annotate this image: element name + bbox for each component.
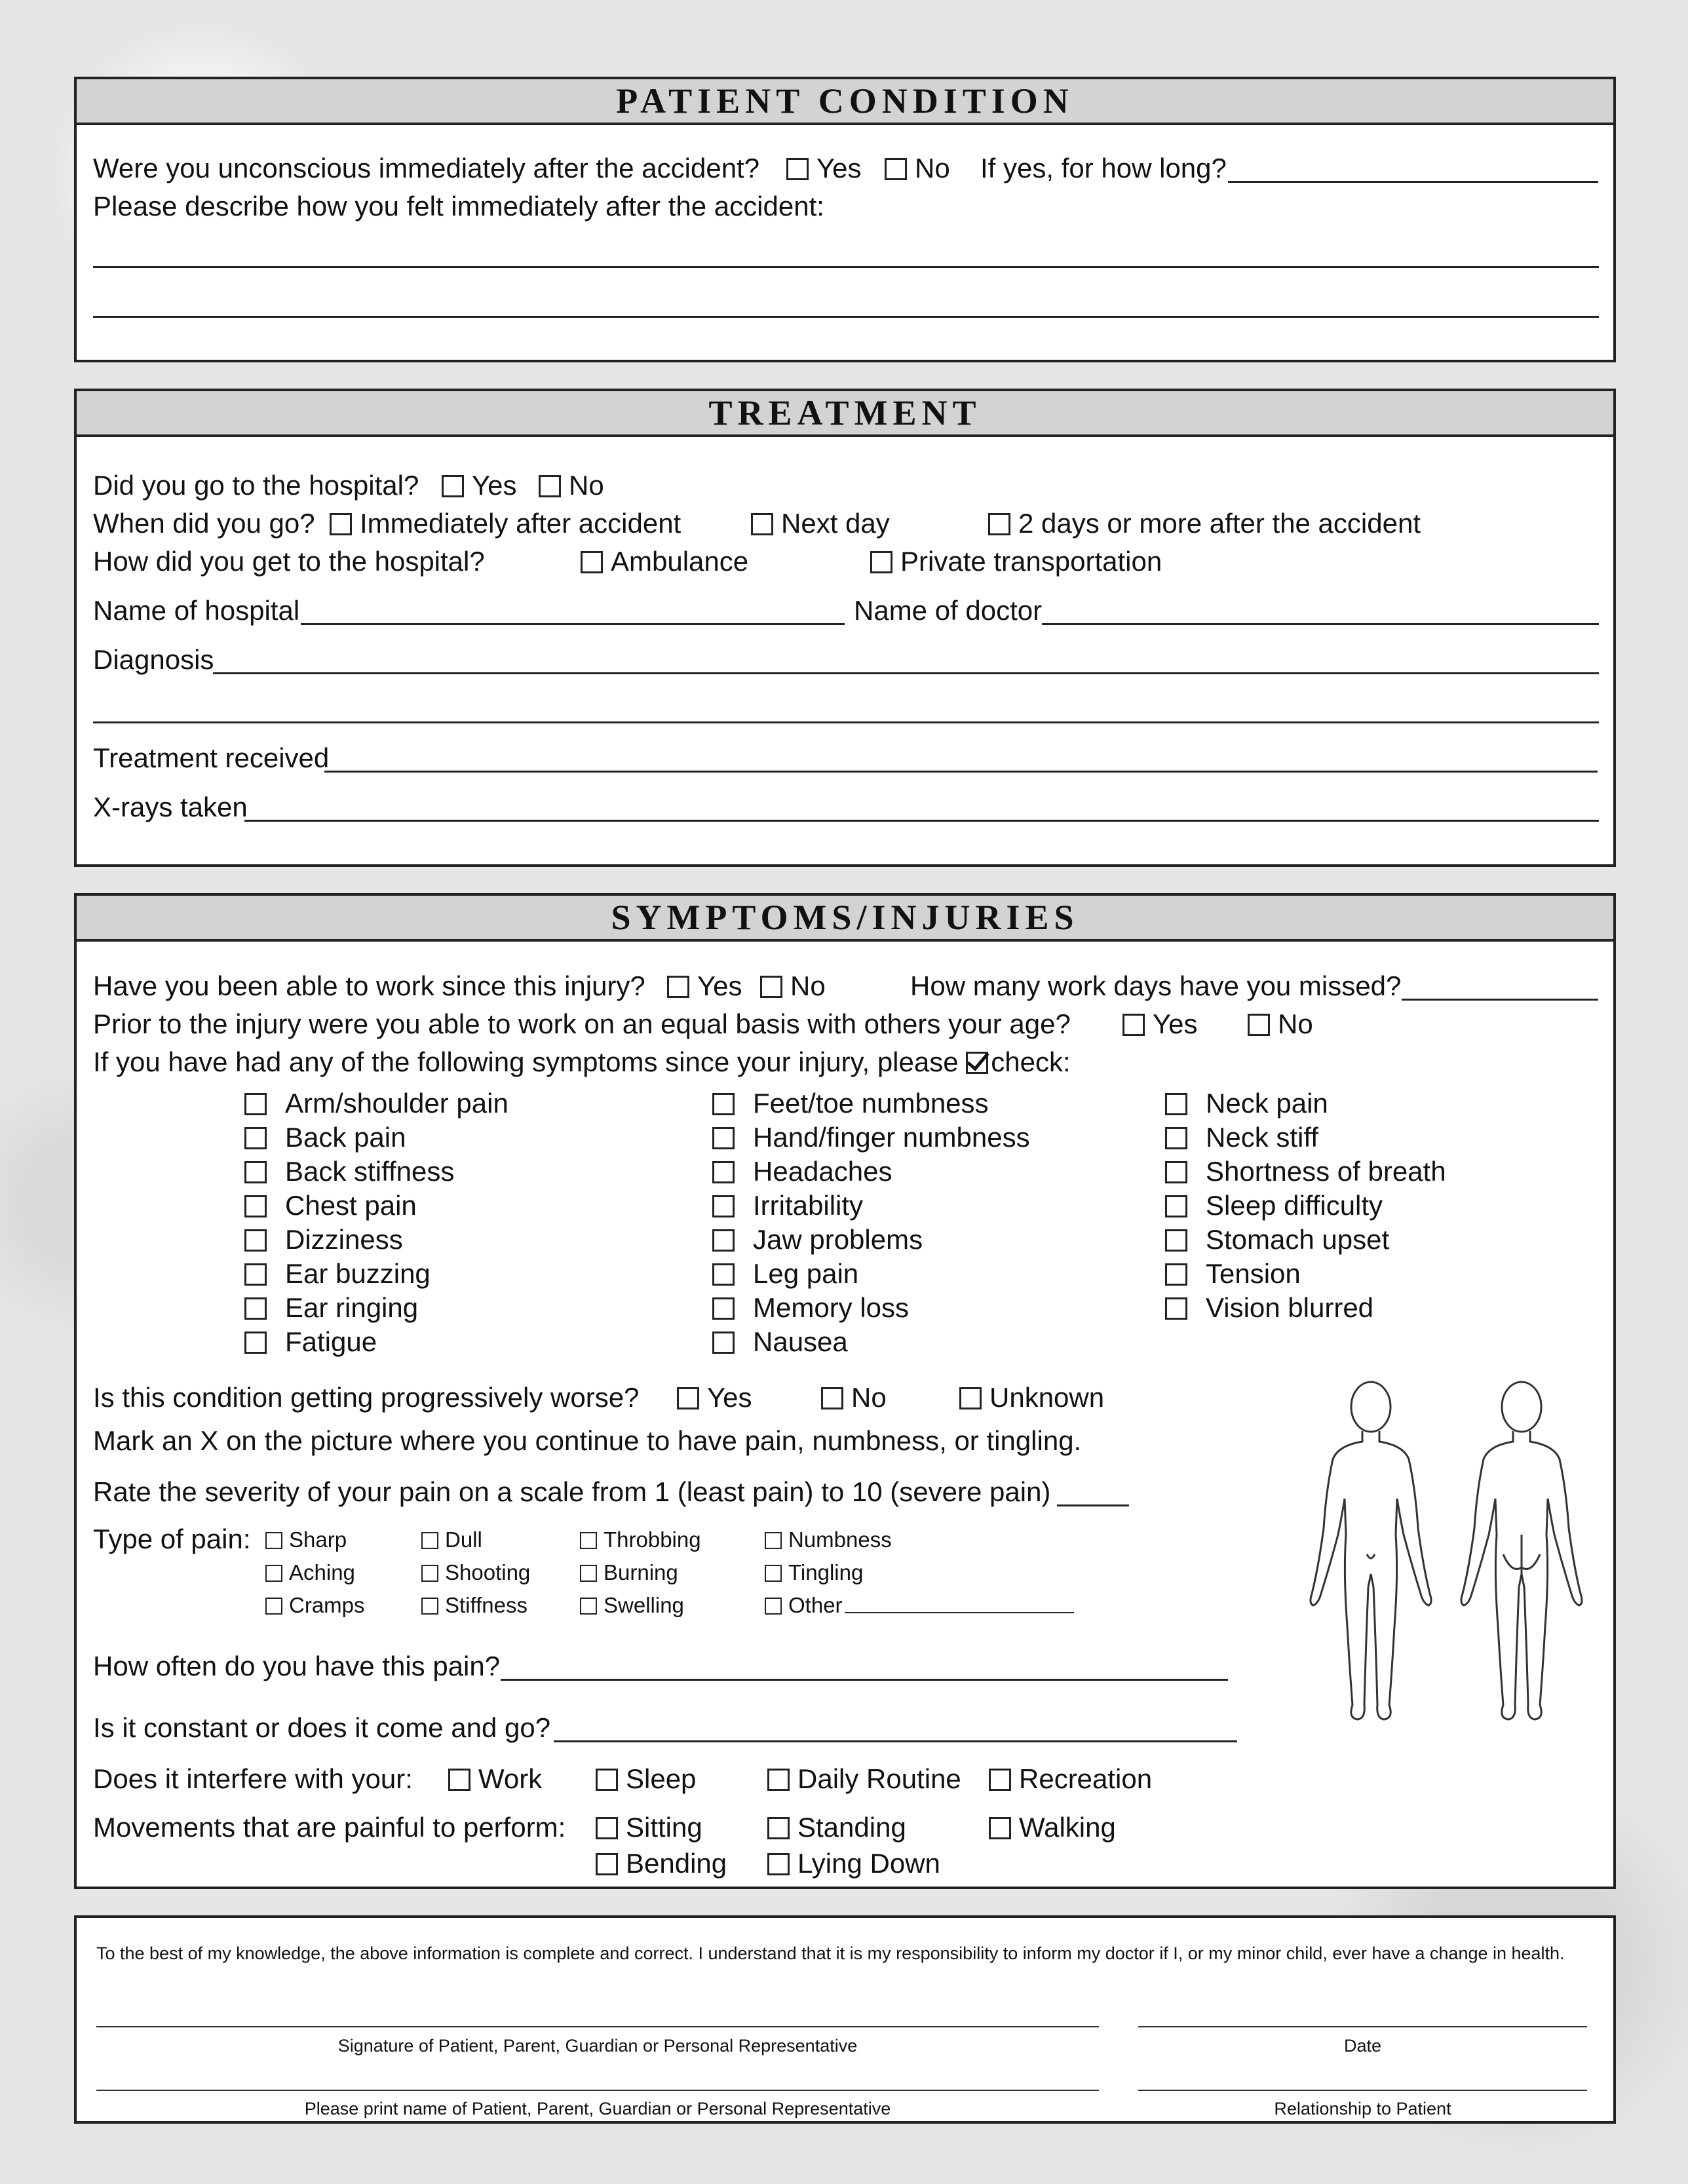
days-missed-field[interactable] <box>1402 999 1598 1001</box>
unconscious-yes[interactable]: Yes <box>786 155 862 182</box>
pain-type-option[interactable]: Shooting <box>421 1561 530 1583</box>
checkbox[interactable] <box>448 1769 470 1791</box>
checkbox[interactable] <box>870 551 892 573</box>
checkbox[interactable] <box>244 1297 267 1320</box>
opt-private[interactable]: Private transportation <box>870 548 1162 575</box>
how-long-field[interactable] <box>1228 181 1598 183</box>
diagnosis-field-2[interactable] <box>93 721 1599 723</box>
interfere-question: Does it interfere with your: <box>93 1763 413 1794</box>
checkbox[interactable] <box>765 1532 782 1549</box>
opt-immediately[interactable]: Immediately after accident <box>330 510 681 537</box>
worse-no[interactable]: No <box>821 1384 887 1411</box>
opt-next-day[interactable]: Next day <box>751 510 890 537</box>
constant-question: Is it constant or does it come and go? <box>93 1712 551 1743</box>
checkbox[interactable] <box>677 1387 699 1409</box>
symptom-option[interactable]: Leg pain <box>712 1260 858 1288</box>
checkbox[interactable] <box>421 1532 438 1549</box>
checkbox[interactable] <box>421 1598 438 1615</box>
worse-question: Is this condition getting progressively worse? <box>93 1382 640 1413</box>
checkbox[interactable] <box>244 1263 267 1286</box>
unconscious-question: Were you unconscious immediately after the accident? <box>93 153 760 183</box>
interfere-recreation[interactable]: Recreation <box>989 1765 1152 1793</box>
checkbox[interactable] <box>596 1769 618 1791</box>
date-line[interactable] <box>1138 2026 1587 2027</box>
checkbox[interactable] <box>989 1769 1011 1791</box>
checkbox[interactable] <box>442 475 464 497</box>
print-name-label: Please print name of Patient, Parent, Guardian or Personal Representative <box>304 2099 891 2118</box>
symptom-option[interactable]: Arm/shoulder pain <box>244 1090 508 1117</box>
checkbox[interactable] <box>1165 1297 1187 1320</box>
patient-condition-section <box>74 77 1616 362</box>
symptom-option[interactable]: Ear buzzing <box>244 1260 431 1288</box>
checkbox[interactable] <box>786 158 809 180</box>
checkbox[interactable] <box>580 1532 597 1549</box>
symptom-option[interactable]: Headaches <box>712 1158 892 1185</box>
symptoms-section <box>74 893 1616 1889</box>
movement-standing[interactable]: Standing <box>767 1814 906 1841</box>
pain-type-option[interactable]: Stiffness <box>421 1594 528 1616</box>
date-label: Date <box>1343 2036 1382 2056</box>
checkbox[interactable] <box>989 1817 1011 1839</box>
checkbox[interactable] <box>988 513 1010 535</box>
attestation-statement: To the best of my knowledge, the above information is complete and correct. I understand that it is my responsibility to inform my doctor if I, or my minor child, ever have a change in health. <box>96 1944 1565 1963</box>
hospital-no[interactable]: No <box>539 472 604 499</box>
checkbox[interactable] <box>244 1195 267 1217</box>
checkbox[interactable] <box>265 1565 282 1582</box>
treatment-received-field[interactable] <box>324 771 1598 773</box>
checkbox[interactable] <box>1165 1263 1187 1286</box>
checkbox[interactable] <box>712 1331 735 1354</box>
section-title: SYMPTOMS/INJURIES <box>77 896 1613 942</box>
checkbox[interactable] <box>265 1598 282 1615</box>
checkbox[interactable] <box>244 1127 267 1149</box>
checkbox[interactable] <box>712 1297 735 1320</box>
symptom-option[interactable]: Back stiffness <box>244 1158 454 1185</box>
symptom-option[interactable]: Feet/toe numbness <box>712 1090 989 1117</box>
checkbox[interactable] <box>1165 1195 1187 1217</box>
signature-line[interactable] <box>96 2026 1099 2027</box>
often-question: How often do you have this pain? <box>93 1651 501 1681</box>
interfere-daily-routine[interactable]: Daily Routine <box>767 1765 961 1793</box>
checkbox[interactable] <box>821 1387 843 1409</box>
checkbox[interactable] <box>1248 1014 1270 1036</box>
symptom-option[interactable]: Fatigue <box>244 1328 377 1356</box>
checkbox[interactable] <box>765 1565 782 1582</box>
hospital-question: Did you go to the hospital? <box>93 470 419 501</box>
symptom-option[interactable]: Memory loss <box>712 1294 909 1322</box>
checkbox[interactable] <box>1165 1127 1187 1149</box>
describe-line-1[interactable] <box>93 266 1599 268</box>
checkbox[interactable] <box>1165 1161 1187 1183</box>
often-field[interactable] <box>501 1679 1228 1681</box>
symptom-option[interactable]: Dizziness <box>244 1226 403 1254</box>
checkbox[interactable] <box>885 158 907 180</box>
check-instruction: If you have had any of the following symptoms since your injury, please check: <box>93 1046 1071 1077</box>
checkbox[interactable] <box>244 1331 267 1354</box>
checkbox[interactable] <box>244 1229 267 1252</box>
section-title: PATIENT CONDITION <box>77 79 1613 125</box>
treatment-received-label: Treatment received <box>93 742 330 773</box>
symptom-option[interactable]: Neck pain <box>1165 1090 1328 1117</box>
unconscious-no[interactable]: No <box>885 155 950 182</box>
symptom-option[interactable]: Jaw problems <box>712 1226 923 1254</box>
worse-yes[interactable]: Yes <box>677 1384 752 1411</box>
checkmark-icon <box>966 1052 988 1074</box>
work-question: Have you been able to work since this injury? <box>93 970 645 1001</box>
symptom-option[interactable]: Nausea <box>712 1328 848 1356</box>
xrays-label: X-rays taken <box>93 792 248 822</box>
pain-type-option[interactable]: Numbness <box>765 1529 892 1550</box>
checkbox[interactable] <box>265 1532 282 1549</box>
pain-type-option[interactable]: Other <box>765 1594 843 1616</box>
checkbox[interactable] <box>330 513 352 535</box>
body-diagram[interactable] <box>1299 1377 1600 1731</box>
symptom-option[interactable]: Shortness of breath <box>1165 1158 1446 1185</box>
hospital-name-field[interactable] <box>301 623 845 625</box>
pain-type-option[interactable]: Dull <box>421 1529 482 1550</box>
symptom-option[interactable]: Back pain <box>244 1124 406 1151</box>
movement-sitting[interactable]: Sitting <box>596 1814 702 1841</box>
pain-type-option[interactable]: Cramps <box>265 1594 365 1616</box>
section-title: TREATMENT <box>77 391 1613 437</box>
doctor-name-label: Name of doctor <box>854 595 1043 626</box>
how-get-question: How did you get to the hospital? <box>93 546 485 577</box>
prior-question: Prior to the injury were you able to work on an equal basis with others your age? <box>93 1008 1071 1039</box>
checkbox[interactable] <box>712 1093 735 1115</box>
treatment-section <box>74 389 1616 867</box>
checkbox[interactable] <box>712 1127 735 1149</box>
movement-lying-down[interactable]: Lying Down <box>767 1850 940 1877</box>
checkbox[interactable] <box>596 1817 618 1839</box>
days-missed-label: How many work days have you missed? <box>910 970 1402 1001</box>
print-name-line[interactable] <box>96 2090 1099 2091</box>
symptom-option[interactable]: Stomach upset <box>1165 1226 1389 1254</box>
rate-field[interactable] <box>1057 1504 1129 1506</box>
body-back-figure[interactable] <box>1461 1382 1582 1719</box>
doctor-name-field[interactable] <box>1042 623 1599 625</box>
opt-ambulance[interactable]: Ambulance <box>581 548 748 575</box>
symptom-option[interactable]: Ear ringing <box>244 1294 418 1322</box>
relationship-line[interactable] <box>1138 2090 1587 2091</box>
checkbox[interactable] <box>580 1565 597 1582</box>
checkbox[interactable] <box>712 1229 735 1252</box>
checkbox[interactable] <box>959 1387 982 1409</box>
interfere-work[interactable]: Work <box>448 1765 542 1793</box>
opt-2days[interactable]: 2 days or more after the accident <box>988 510 1421 537</box>
hospital-name-label: Name of hospital <box>93 595 300 626</box>
checkbox[interactable] <box>580 1598 597 1615</box>
checkbox[interactable] <box>767 1853 790 1875</box>
checkbox[interactable] <box>767 1817 790 1839</box>
diagnosis-field[interactable] <box>213 672 1599 674</box>
symptom-option[interactable]: Tension <box>1165 1260 1301 1288</box>
checkbox[interactable] <box>1165 1093 1187 1115</box>
symptom-option[interactable]: Vision blurred <box>1165 1294 1373 1322</box>
checkbox[interactable] <box>765 1598 782 1615</box>
checkbox[interactable] <box>751 513 773 535</box>
diagnosis-label: Diagnosis <box>93 644 214 675</box>
describe-line-2[interactable] <box>93 316 1599 318</box>
checkbox[interactable] <box>712 1161 735 1183</box>
hospital-yes[interactable]: Yes <box>442 472 517 499</box>
movements-question: Movements that are painful to perform: <box>93 1812 566 1843</box>
checkbox[interactable] <box>244 1161 267 1183</box>
prior-yes[interactable]: Yes <box>1122 1010 1198 1038</box>
rate-question: Rate the severity of your pain on a scale from 1 (least pain) to 10 (severe pain) <box>93 1476 1051 1507</box>
checkbox[interactable] <box>581 551 603 573</box>
checkbox[interactable] <box>767 1769 790 1791</box>
checkbox[interactable] <box>712 1263 735 1286</box>
symptom-option[interactable]: Hand/finger numbness <box>712 1124 1030 1151</box>
xrays-field[interactable] <box>244 820 1599 822</box>
mark-instruction: Mark an X on the picture where you continue to have pain, numbness, or tingling. <box>93 1425 1082 1456</box>
when-question: When did you go? <box>93 508 315 539</box>
pain-type-option[interactable]: Tingling <box>765 1561 863 1583</box>
describe-question: Please describe how you felt immediately after the accident: <box>93 191 824 221</box>
pain-type-option[interactable]: Aching <box>265 1561 355 1583</box>
movement-bending[interactable]: Bending <box>596 1850 727 1877</box>
symptom-option[interactable]: Sleep difficulty <box>1165 1192 1383 1219</box>
prior-no[interactable]: No <box>1248 1010 1313 1038</box>
checkbox[interactable] <box>1165 1229 1187 1252</box>
relationship-label: Relationship to Patient <box>1274 2099 1451 2118</box>
constant-field[interactable] <box>554 1740 1237 1742</box>
checkbox[interactable] <box>712 1195 735 1217</box>
how-long-label: If yes, for how long? <box>980 153 1227 183</box>
pain-type-option[interactable]: Throbbing <box>580 1529 701 1550</box>
pain-type-option[interactable]: Burning <box>580 1561 678 1583</box>
pain-type-option[interactable]: Swelling <box>580 1594 684 1616</box>
checkbox[interactable] <box>539 475 561 497</box>
symptom-option[interactable]: Irritability <box>712 1192 863 1219</box>
checkbox[interactable] <box>1122 1014 1145 1036</box>
worse-unknown[interactable]: Unknown <box>959 1384 1104 1411</box>
checkbox[interactable] <box>596 1853 618 1875</box>
symptom-option[interactable]: Chest pain <box>244 1192 417 1219</box>
symptom-option[interactable]: Neck stiff <box>1165 1124 1318 1151</box>
interfere-sleep[interactable]: Sleep <box>596 1765 696 1793</box>
checkbox[interactable] <box>760 976 782 998</box>
checkbox[interactable] <box>421 1565 438 1582</box>
work-yes[interactable]: Yes <box>667 972 742 1000</box>
attestation-section <box>74 1915 1616 2124</box>
pain-type-label: Type of pain: <box>93 1523 251 1554</box>
pain-type-option[interactable]: Sharp <box>265 1529 347 1550</box>
movement-walking[interactable]: Walking <box>989 1814 1116 1841</box>
work-no[interactable]: No <box>760 972 826 1000</box>
checkbox[interactable] <box>244 1093 267 1115</box>
body-front-figure[interactable] <box>1311 1382 1431 1719</box>
checkbox[interactable] <box>667 976 689 998</box>
signature-label: Signature of Patient, Parent, Guardian or Personal Representative <box>337 2036 858 2056</box>
other-pain-field[interactable] <box>845 1612 1074 1613</box>
